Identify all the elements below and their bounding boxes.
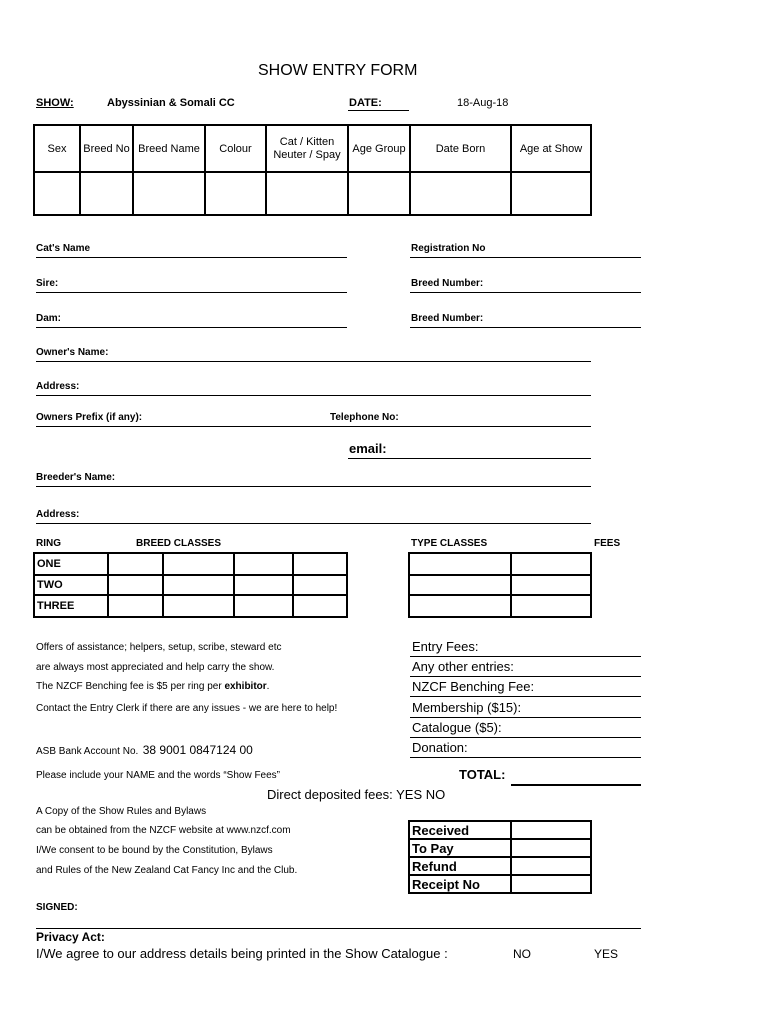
breed-classes-header: BREED CLASSES: [136, 538, 222, 549]
fee-catalogue: Catalogue ($5):: [412, 720, 502, 735]
refund-label: Refund: [409, 857, 511, 875]
cell-cat-kitten[interactable]: [266, 172, 348, 215]
receipt-no-field[interactable]: [511, 875, 591, 893]
bank-label: ASB Bank Account No.: [36, 746, 139, 757]
owners-prefix-label: Owners Prefix (if any):: [36, 412, 143, 423]
cell-age-group[interactable]: [348, 172, 410, 215]
header-date-born: Date Born: [410, 125, 511, 172]
header-sex: Sex: [34, 125, 80, 172]
fee-benching-field[interactable]: [410, 696, 641, 697]
total-field[interactable]: [511, 784, 641, 786]
ring-one-label: ONE: [34, 553, 108, 575]
to-pay-label: To Pay: [409, 839, 511, 857]
sire-field[interactable]: [36, 292, 347, 293]
ring-two-label: TWO: [34, 575, 108, 595]
breeder-address-field[interactable]: [36, 523, 591, 524]
note-line-3-post: .: [266, 681, 270, 692]
date-value: 18-Aug-18: [457, 97, 509, 109]
note-line-4: Contact the Entry Clerk if there are any issues - we are here to help!: [36, 703, 338, 714]
ring-two-class-3[interactable]: [234, 575, 293, 595]
cell-sex[interactable]: [34, 172, 80, 215]
ring-one-class-1[interactable]: [108, 553, 163, 575]
sire-label: Sire:: [36, 278, 59, 289]
cell-breed-no[interactable]: [80, 172, 133, 215]
header-cat-kitten-line1: Cat / Kitten: [279, 135, 335, 148]
breed-number-2-field[interactable]: [410, 327, 641, 328]
bank-number: 38 9001 0847124 00: [142, 743, 253, 757]
breeders-name-label: Breeder's Name:: [36, 472, 116, 483]
breed-number-2-label: Breed Number:: [411, 313, 484, 324]
received-label: Received: [409, 821, 511, 839]
cats-name-field[interactable]: [36, 257, 347, 258]
include-note: Please include your NAME and the words “Show Fees”: [36, 770, 281, 781]
note-line-2: are always most appreciated and help carry the show.: [36, 662, 275, 673]
header-age-group: Age Group: [348, 125, 410, 172]
cell-breed-name[interactable]: [133, 172, 205, 215]
type-classes-table: [408, 552, 592, 618]
privacy-yes-option[interactable]: YES: [594, 947, 619, 961]
rules-line-2: can be obtained from the NZCF website at www.nzcf.com: [36, 825, 291, 836]
entry-table: [33, 124, 592, 216]
refund-field[interactable]: [511, 857, 591, 875]
fee-donation-field[interactable]: [410, 757, 641, 758]
direct-deposit: Direct deposited fees: YES NO: [267, 787, 446, 802]
breed-number-1-field[interactable]: [410, 292, 641, 293]
fee-entry-fees-field[interactable]: [410, 656, 641, 657]
header-colour: Colour: [205, 125, 266, 172]
owners-name-label: Owner's Name:: [36, 347, 109, 358]
ring-three-class-3[interactable]: [234, 595, 293, 617]
header-breed-no: Breed No: [80, 125, 133, 172]
ring-three-class-1[interactable]: [108, 595, 163, 617]
cell-colour[interactable]: [205, 172, 266, 215]
fee-other-entries: Any other entries:: [412, 659, 514, 674]
fee-membership-field[interactable]: [410, 717, 641, 718]
owners-name-field[interactable]: [36, 361, 591, 362]
signed-label: SIGNED:: [36, 902, 78, 913]
registration-no-label: Registration No: [411, 243, 486, 254]
breed-classes-table: [33, 552, 348, 618]
header-cat-kitten-line2: Neuter / Spay: [273, 148, 341, 161]
header-cat-kitten: [266, 125, 348, 172]
fee-other-entries-field[interactable]: [410, 676, 641, 677]
email-field[interactable]: [348, 458, 591, 459]
note-line-3: [36, 681, 269, 692]
cell-date-born[interactable]: [410, 172, 511, 215]
office-use-table: [408, 820, 592, 894]
breed-number-1-label: Breed Number:: [411, 278, 484, 289]
ring-two-class-4[interactable]: [293, 575, 347, 595]
date-label: DATE:: [349, 97, 382, 109]
fee-benching: NZCF Benching Fee:: [412, 679, 535, 694]
cats-name-label: Cat's Name: [36, 243, 91, 254]
received-field[interactable]: [511, 821, 591, 839]
ring-three-class-2[interactable]: [163, 595, 234, 617]
type-class-2a[interactable]: [409, 575, 511, 595]
email-label: email:: [349, 441, 387, 456]
type-class-1b[interactable]: [511, 553, 591, 575]
show-value: Abyssinian & Somali CC: [107, 97, 235, 109]
type-class-3a[interactable]: [409, 595, 511, 617]
ring-one-class-2[interactable]: [163, 553, 234, 575]
header-breed-name: Breed Name: [133, 125, 205, 172]
fee-donation: Donation:: [412, 740, 468, 755]
address-field[interactable]: [36, 395, 591, 396]
rules-line-3: I/We consent to be bound by the Constitution, Bylaws: [36, 845, 273, 856]
registration-no-field[interactable]: [410, 257, 641, 258]
privacy-statement: I/We agree to our address details being printed in the Show Catalogue :: [36, 946, 448, 961]
fees-header: FEES: [594, 538, 621, 549]
privacy-no-option[interactable]: NO: [513, 947, 531, 961]
breeder-address-label: Address:: [36, 509, 80, 520]
note-line-1: Offers of assistance; helpers, setup, scribe, steward etc: [36, 642, 282, 653]
fee-catalogue-field[interactable]: [410, 737, 641, 738]
note-line-3-bold: exhibitor: [224, 681, 267, 692]
date-underline: [348, 110, 409, 111]
dam-label: Dam:: [36, 313, 62, 324]
rules-line-1: A Copy of the Show Rules and Bylaws: [36, 806, 207, 817]
type-class-1a[interactable]: [409, 553, 511, 575]
ring-header: RING: [36, 538, 61, 549]
dam-field[interactable]: [36, 327, 347, 328]
ring-one-class-3[interactable]: [234, 553, 293, 575]
fee-membership: Membership ($15):: [412, 700, 522, 715]
to-pay-field[interactable]: [511, 839, 591, 857]
type-classes-header: TYPE CLASSES: [411, 538, 488, 549]
form-title: SHOW ENTRY FORM: [258, 62, 418, 79]
type-class-2b[interactable]: [511, 575, 591, 595]
total-label: TOTAL:: [459, 767, 506, 782]
telephone-field[interactable]: [36, 426, 591, 427]
ring-two-class-2[interactable]: [163, 575, 234, 595]
address-label: Address:: [36, 381, 80, 392]
telephone-label: Telephone No:: [330, 412, 399, 423]
type-class-3b[interactable]: [511, 595, 591, 617]
fee-entry-fees: Entry Fees:: [412, 639, 479, 654]
cell-age-at-show[interactable]: [511, 172, 591, 215]
breeders-name-field[interactable]: [36, 486, 591, 487]
ring-three-class-4[interactable]: [293, 595, 347, 617]
note-line-3-pre: The NZCF Benching fee is $5 per ring per: [36, 681, 225, 692]
privacy-title: Privacy Act:: [36, 930, 105, 944]
bank-account: [36, 741, 253, 759]
header-age-at-show: Age at Show: [511, 125, 591, 172]
receipt-no-label: Receipt No: [409, 875, 511, 893]
show-label: SHOW:: [36, 97, 74, 109]
ring-three-label: THREE: [34, 595, 108, 617]
rules-line-4: and Rules of the New Zealand Cat Fancy Inc and the Club.: [36, 865, 298, 876]
signature-field[interactable]: [36, 928, 641, 929]
ring-one-class-4[interactable]: [293, 553, 347, 575]
ring-two-class-1[interactable]: [108, 575, 163, 595]
